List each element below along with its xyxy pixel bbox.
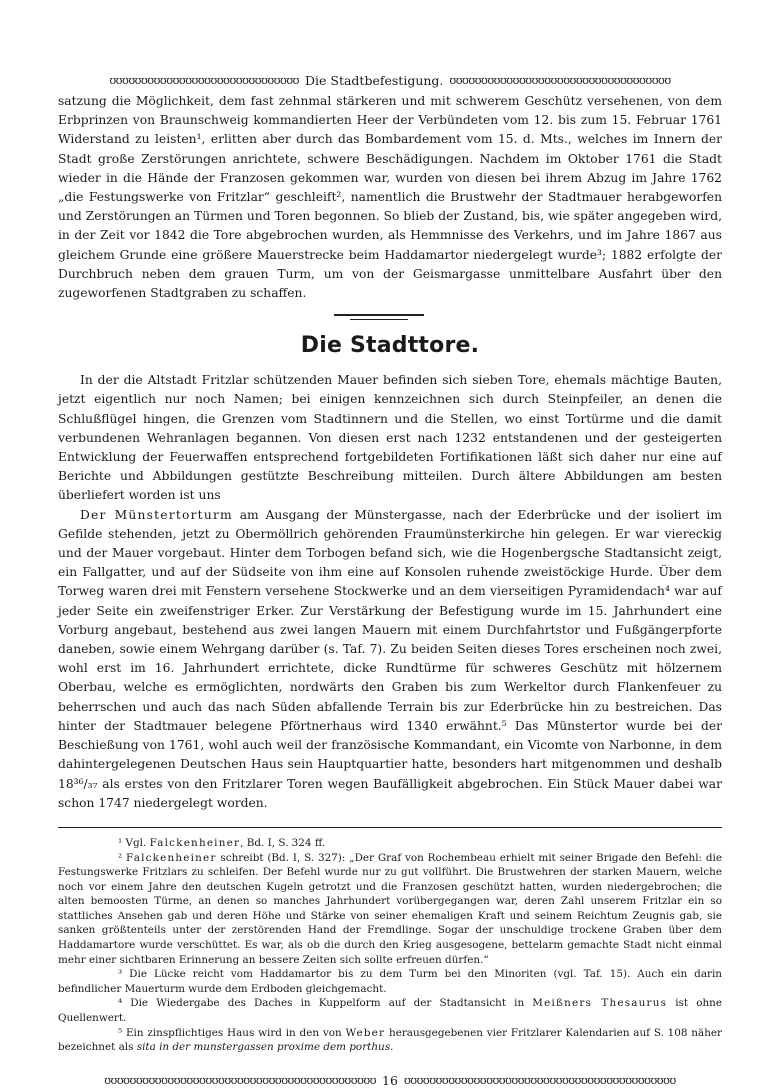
footnote-5-quote: sita in der munstergassen proxime dem porthus	[136, 1041, 391, 1054]
intro-paragraph: satzung die Möglichkeit, dem fast zehnmal stärkeren und mit schwerem Geschütz versehenen, von dem Erbprinzen von Braunschweig kommandierten Heer der Verbündeten vom 12. bis zum 15. Februar 1761 Widerstand zu leisten¹, erlitten aber durch das Bombardement vom 15. d. Mts., welches im Innern der Stadt große Zerstörungen anrichtete, schwere Beschädigungen. Nachdem im Oktober 1761 die Stadt wieder in die Hände der Franzosen gekommen war, wurden von diesen bei ihrem Abzug im Jahre 1762 „die Festungswerke von Fritzlar“ geschleift², namentlich die Brustwehr der Stadtmauer herabgeworfen und Zerstörungen an Türmen und Toren begonnen. So blieb der Zustand, bis, wie später angegeben wird, in der Zeit vor 1842 die Tore abgebrochen wurden, als Hemmnisse des Verkehrs, und im Jahre 1867 aus gleichem Grunde eine größere Mauerstrecke beim Haddamartor niedergelegt wurde³; 1882 erfolgte der Durchbruch neben dem grauen Turm, um von der Geismargasse unmittelbare Ausfahrt über den zugeworfenen Stadtgraben zu schaffen.	[58, 94, 722, 301]
section-divider	[58, 305, 722, 327]
footnote-1-text: , Bd. I, S. 324 ff.	[240, 836, 326, 849]
running-footer	[58, 1071, 722, 1091]
section-title: Die Stadttore.	[300, 333, 480, 359]
footnote-5-text-before: ⁵ Ein zinspflichtiges Haus wird in den von	[118, 1026, 346, 1039]
paragraph-muenstertor	[58, 506, 722, 813]
divider-line-upper	[334, 314, 424, 316]
footnote-2-marker: ²	[118, 851, 127, 864]
divider-line-lower	[350, 319, 408, 320]
spaced-term-muenstertorturm: Der Münstertorturm	[80, 507, 233, 522]
footnote-1-author: Falckenheiner	[149, 836, 241, 849]
footnote-separator	[58, 827, 722, 828]
footnote-3: ³ Die Lücke reicht vom Haddamartor bis zu dem Turm bei den Minoriten (vgl. Taf. 15). Auch ein darin befindlicher Mauerturm wurde dem Erdboden gleichgemacht.	[58, 968, 722, 995]
footnote-1	[58, 836, 722, 851]
page	[58, 70, 722, 1091]
footnote-4-source: Meißners Thesaurus	[532, 997, 668, 1010]
paragraph-muenstertor-text: am Ausgang der Münstergasse, nach der Ederbrücke und der isoliert im Gefilde stehenden, jetzt zu Obermöllrich gehörenden Fraumünsterkirche hin gelegen. Er war viereckig und der Mauer vorgebaut. Hinter dem Torbogen befand sich, wie die Hogenbergsche Stadtansicht zeigt, ein Fallgatter, und auf der Südseite von ihm eine auf Konsolen ruhende zweistöckige Hurde. Über dem Torweg waren drei mit Fenstern versehene Stockwerke und an dem vierseitigen Pyramidendach⁴ war auf jeder Seite ein zweifenstriger Erker. Zur Verstärkung der Befestigung wurde im 15. Jahrhundert eine Vorburg angebaut, bestehend aus zwei langen Mauern mit einem Durchfahrtstor und Fußgängerpforte daneben, sowie einem Wehrgang darüber (s. Taf. 7). Zu beiden Seiten dieses Tores erscheinen noch zwei, wohl erst im 16. Jahrhundert errichtete, dicke Rundtürme für schweres Geschütz mit hölzernem Oberbau, welche es ermöglichten, nordwärts den Graben bis zum Werkeltor durch Flankenfeuer zu beherrschen und auch das nach Süden abfallende Terrain bis zur Ederbrücke hin zu bestreichen. Das hinter der Stadtmauer belegene Pförtnerhaus wird 1340 erwähnt.⁵ Das Münstertor wurde bei der Beschießung von 1761, wohl auch weil der französische Kommandant, ein Vicomte von Narbonne, in dem dahintergelegenen Deutschen Haus sein Hauptquartier hatte, besonders hart mitgenommen und deshalb 18³⁶/₃₇ als erstes von den Fritzlarer Toren wegen Baufälligkeit abgebrochen. Ein Stück Mauer dabei war schon 1747 niedergelegt worden.	[58, 507, 722, 810]
footnote-5	[58, 1026, 722, 1055]
footnote-4	[58, 996, 722, 1025]
header-ornament-right: ʊʊʊʊʊʊʊʊʊʊʊʊʊʊʊʊʊʊʊʊʊʊʊʊʊʊʊʊʊʊʊʊʊʊʊ	[449, 74, 671, 87]
footer-ornament-right: ʊʊʊʊʊʊʊʊʊʊʊʊʊʊʊʊʊʊʊʊʊʊʊʊʊʊʊʊʊʊʊʊʊʊʊʊʊʊʊʊʊʊʊ	[403, 1074, 676, 1088]
footnote-2	[58, 851, 722, 968]
footnote-4-text-before: ⁴ Die Wiedergabe des Daches in Kuppelform auf der Stadtansicht in	[118, 997, 533, 1010]
footnote-5-text-after: .	[390, 1041, 394, 1054]
paragraph-city-gates: In der die Altstadt Fritzlar schützenden Mauer befinden sich sieben Tore, ehemals mächtige Bauten, jetzt eigentlich nur noch Namen; bei einigen kennzeichnen sich durch Steinpfeiler, an denen die Schlußflügel hingen, die Grenzen vom Stadtinnern und die Stellen, wo einst Tortürme und die damit verbundenen Wehranlagen begannen. Von diesen erst nach 1232 entstandenen und der gesteigerten Entwicklung der Feuerwaffen entsprechend fortgebildeten Fortifikationen läßt sich daher nur eine auf Berichte und Abbildungen gestützte Beschreibung mitteilen. Durch ältere Abbildungen am besten überliefert worden ist uns	[58, 373, 722, 503]
footnote-1-marker: ¹ Vgl.	[118, 836, 150, 849]
footnote-5-author: Weber	[345, 1026, 386, 1039]
footnote-2-author: Falckenheiner	[126, 851, 217, 864]
footnote-4-text-after: ist ohne Quellenwert.	[58, 997, 722, 1025]
footnote-2-text: schreibt (Bd. I, S. 327): „Der Graf von Rochembeau erhielt mit seiner Brigade den Befehl: die Festungswerke Fritzlars zu schleifen. Der Befehl wurde nur zu gut vollführt. Die Brustwehren der starken Mauern, welche noch vor einem Jahre den deutschen Kugeln getrotzt und die Franzosen geschützt hatten, wurden niedergebrochen; die alten bemoosten Türme, an denen so manches Jahrhundert vorübergegangen war, deren Zahl unserem Fritzlar ein so stattliches Ansehen gab und deren Höhe und Stärke von seiner ehemaligen Kraft und seinem Reichtum Zeugnis gab, sie sanken größtenteils unter der zerstörenden Hand der Fremdlinge. Sogar der unschuldige trockene Graben über dem Haddamartore wurde verschüttet. Es war, als ob die durch den Krieg ausgesogene, bettelarm gemachte Stadt nicht einmal mehr einer sichtbaren Erinnerung an bessere Zeiten sich sollte erfreuen dürfen.“	[58, 851, 723, 966]
footer-ornament-left: ʊʊʊʊʊʊʊʊʊʊʊʊʊʊʊʊʊʊʊʊʊʊʊʊʊʊʊʊʊʊʊʊʊʊʊʊʊʊʊʊʊʊʊ	[104, 1074, 377, 1088]
header-title: Die Stadtbefestigung.	[305, 73, 444, 88]
running-header	[58, 70, 722, 92]
footnote-5-text-middle: herausgegebenen vier Fritzlarer Kalendarien auf S. 108 näher bezeichnet als	[58, 1026, 722, 1054]
header-ornament-left: ʊʊʊʊʊʊʊʊʊʊʊʊʊʊʊʊʊʊʊʊʊʊʊʊʊʊʊʊʊʊ	[109, 74, 299, 87]
page-number: 16	[382, 1073, 398, 1089]
